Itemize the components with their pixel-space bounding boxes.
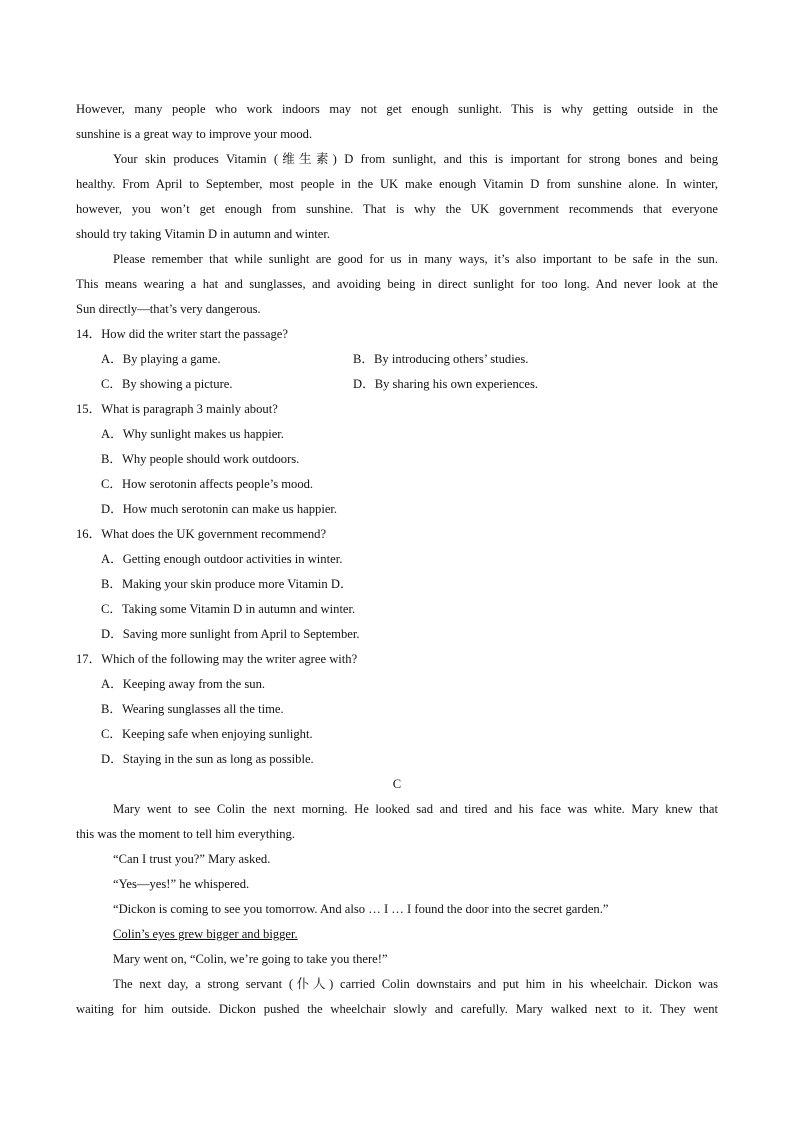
dialogue-line: “Dickon is coming to see you tomorrow. And also … I … I found the door into the secret garden.” [113, 902, 609, 916]
option-d: D．How much serotonin can make us happier. [101, 502, 338, 516]
question-stem: 16．What does the UK government recommend? [76, 527, 327, 541]
option-b: B．Making your skin produce more Vitamin D． [101, 577, 353, 591]
paragraph-line: sunshine is a great way to improve your mood. [76, 127, 313, 141]
section-heading: C [392, 777, 402, 791]
paragraph-line: this was the moment to tell him everything. [76, 827, 295, 841]
paragraph-line: healthy. From April to September, most people in the UK make enough Vitamin D from sunshine alone. In winter, [76, 177, 718, 191]
option-c: C．How serotonin affects people’s mood. [101, 477, 314, 491]
dialogue-line: “Can I trust you?” Mary asked. [113, 852, 271, 866]
paragraph-line: Your skin produces Vitamin (维生素) D from sunlight, and this is important for strong bones and being [113, 152, 718, 166]
option-a: A．Getting enough outdoor activities in winter. [101, 552, 343, 566]
dialogue-line: Mary went on, “Colin, we’re going to take you there!” [113, 952, 388, 966]
option-d: D．Saving more sunlight from April to September. [101, 627, 360, 641]
paragraph-line: This means wearing a hat and sunglasses, and avoiding being in direct sunlight for too long. And never look at the [76, 277, 718, 291]
paragraph-line: waiting for him outside. Dickon pushed the wheelchair slowly and carefully. Mary walked next to it. They went [76, 1002, 718, 1016]
option-a: A．Keeping away from the sun. [101, 677, 266, 691]
page-content [76, 97, 718, 1022]
paragraph-line: Sun directly—that’s very dangerous. [76, 302, 261, 316]
option-b: B．Why people should work outdoors. [101, 452, 300, 466]
question-stem: 14．How did the writer start the passage? [76, 327, 288, 341]
paragraph-line: Mary went to see Colin the next morning. He looked sad and tired and his face was white. Mary knew that [113, 802, 718, 816]
option-c: C．Taking some Vitamin D in autumn and winter. [101, 602, 356, 616]
option-b: B．By introducing others’ studies. [353, 352, 529, 366]
option-d: D．Staying in the sun as long as possible. [101, 752, 314, 766]
option-row [76, 347, 718, 372]
underlined-text: Colin’s eyes grew bigger and bigger. [113, 927, 298, 941]
paragraph-line: The next day, a strong servant (仆人) carried Colin downstairs and put him in his wheelchair. Dickon was [113, 977, 718, 991]
underlined-sentence [76, 922, 718, 947]
dialogue-line: “Yes—yes!” he whispered. [113, 877, 250, 891]
paragraph-line: Please remember that while sunlight are good for us in many ways, it’s also important to be safe in the sun. [113, 252, 718, 266]
option-d: D．By sharing his own experiences. [353, 377, 539, 391]
option-a: A．Why sunlight makes us happier. [101, 427, 284, 441]
option-c: C．By showing a picture. [101, 377, 233, 391]
question-stem: 17．Which of the following may the writer agree with? [76, 652, 358, 666]
paragraph-line: However, many people who work indoors may not get enough sunlight. This is why getting outside in the [76, 102, 718, 116]
question-stem: 15．What is paragraph 3 mainly about? [76, 402, 278, 416]
paragraph-line: should try taking Vitamin D in autumn and winter. [76, 227, 331, 241]
option-b: B．Wearing sunglasses all the time. [101, 702, 284, 716]
option-c: C．Keeping safe when enjoying sunlight. [101, 727, 313, 741]
option-row [76, 372, 718, 397]
option-a: A．By playing a game. [101, 352, 221, 366]
paragraph-line: however, you won’t get enough from sunshine. That is why the UK government recommends that everyone [76, 202, 718, 216]
